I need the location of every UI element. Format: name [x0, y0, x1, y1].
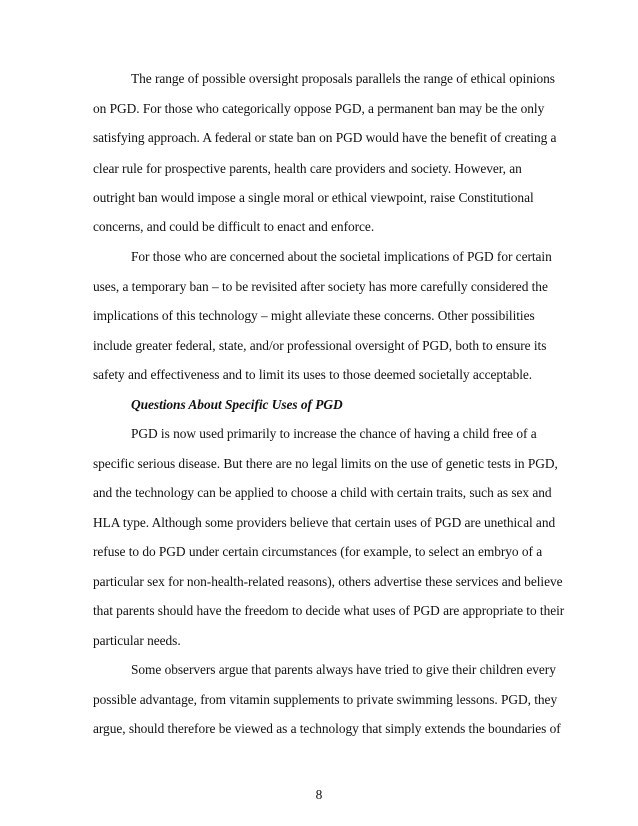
paragraph-line: that parents should have the freedom to decide what uses of PGD are appropriate to their — [93, 603, 565, 618]
paragraph-line: concerns, and could be difficult to enact and enforce. — [93, 219, 375, 234]
paragraph-line: refuse to do PGD under certain circumstances (for example, to select an embryo of a — [93, 544, 543, 559]
paragraph-line: satisfying approach. A federal or state ban on PGD would have the benefit of creating a — [93, 130, 557, 145]
paragraph-line: safety and effectiveness and to limit its uses to those deemed societally acceptable. — [93, 367, 533, 382]
paragraph-line: and the technology can be applied to choose a child with certain traits, such as sex and — [93, 485, 552, 500]
paragraph-line: on PGD. For those who categorically oppose PGD, a permanent ban may be the only — [93, 101, 545, 116]
section-heading: Questions About Specific Uses of PGD — [131, 397, 343, 412]
paragraph-line: implications of this technology – might alleviate these concerns. Other possibilities — [93, 308, 535, 323]
paragraph-line: possible advantage, from vitamin supplements to private swimming lessons. PGD, they — [93, 692, 558, 707]
page-number: 8 — [315, 787, 323, 802]
paragraph-line: outright ban would impose a single moral or ethical viewpoint, raise Constitutional — [93, 190, 534, 205]
paragraph-line: include greater federal, state, and/or professional oversight of PGD, both to ensure its — [93, 338, 547, 353]
paragraph-line: particular sex for non-health-related reasons), others advertise these services and believe — [93, 574, 563, 589]
paragraph-line: particular needs. — [93, 633, 181, 648]
paragraph-line: specific serious disease. But there are no legal limits on the use of genetic tests in PGD, — [93, 456, 558, 471]
paragraph-line: HLA type. Although some providers believe that certain uses of PGD are unethical and — [93, 515, 556, 530]
paragraph-line: The range of possible oversight proposals parallels the range of ethical opinions — [131, 71, 555, 86]
paragraph-line: uses, a temporary ban – to be revisited after society has more carefully considered the — [93, 279, 548, 294]
paragraph-line: For those who are concerned about the societal implications of PGD for certain — [131, 249, 552, 264]
paragraph-line: Some observers argue that parents always have tried to give their children every — [131, 662, 556, 677]
paragraph-line: PGD is now used primarily to increase the chance of having a child free of a — [131, 426, 537, 441]
paragraph-line: clear rule for prospective parents, health care providers and society. However, an — [93, 161, 522, 176]
paragraph-line: argue, should therefore be viewed as a technology that simply extends the boundaries of — [93, 721, 561, 736]
